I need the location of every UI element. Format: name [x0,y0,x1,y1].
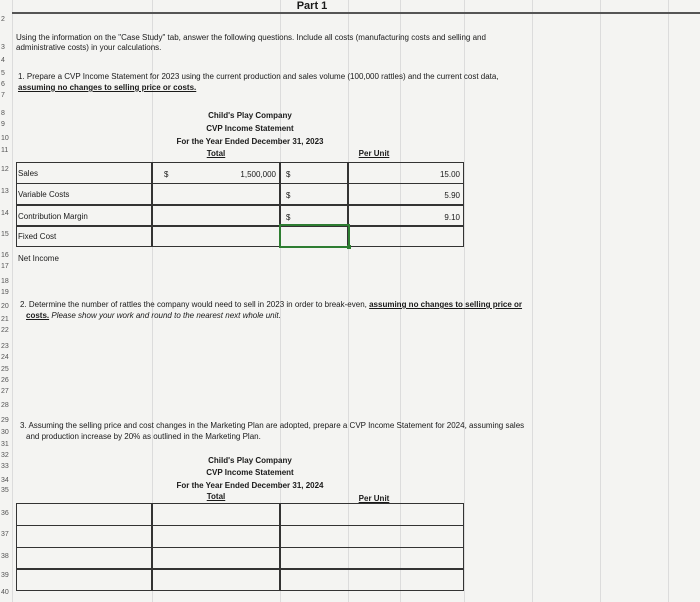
stmt2-cell[interactable] [280,568,464,591]
question-2-text: 2. Determine the number of rattles the company would need to sell in 2023 in order to break-even, [20,300,367,309]
row-number[interactable]: 3 [1,44,5,51]
row-number[interactable]: 6 [1,81,5,88]
row-number[interactable]: 39 [1,572,9,579]
row-number[interactable]: 5 [1,70,5,77]
row-number[interactable]: 36 [1,510,9,517]
stmt2-cell[interactable] [16,547,152,570]
stmt2-cell[interactable] [16,503,152,526]
intro-line-2: administrative costs) in your calculations. [16,43,162,52]
row-number[interactable]: 20 [1,303,9,310]
row-number[interactable]: 11 [1,147,9,154]
stmt2-cell[interactable] [16,525,152,548]
stmt2-col-total: Total [206,492,226,501]
stmt1-row-label: Net Income [18,254,59,263]
stmt1-cell[interactable] [152,225,280,247]
row-number[interactable]: 38 [1,553,9,560]
row-number[interactable]: 22 [1,327,9,334]
question-1-line-2: assuming no changes to selling price or costs. [18,83,197,92]
row-number[interactable]: 33 [1,463,9,470]
part-title: Part 1 [296,0,328,12]
question-2-instruction: Please show your work and round to the nearest next whole unit. [51,311,281,320]
row-number[interactable]: 4 [1,57,5,64]
stmt1-per-unit-value: 5.90 [444,191,460,200]
row-number[interactable]: 19 [1,289,9,296]
stmt2-cell[interactable] [152,525,280,548]
intro-line-1: Using the information on the "Case Study" tab, answer the following questions. Include all costs (manufacturing costs and selling and [16,33,486,42]
stmt2-period: For the Year Ended December 31, 2024 [176,481,324,490]
row-number[interactable]: 18 [1,278,9,285]
stmt1-company: Child's Play Company [208,111,292,120]
row-number[interactable]: 13 [1,188,9,195]
question-3-line-2: and production increase by 20% as outlined in the Marketing Plan. [26,432,261,441]
stmt2-cell[interactable] [152,503,280,526]
row-number[interactable]: 17 [1,263,9,270]
row-number[interactable]: 14 [1,210,9,217]
row-number[interactable]: 32 [1,452,9,459]
gridline [600,0,601,602]
gridline [532,0,533,602]
stmt2-cell[interactable] [152,568,280,591]
question-1-line-1: 1. Prepare a CVP Income Statement for 2023 using the current production and sales volume (100,000 rattles) and the current cost data, [18,72,499,81]
stmt2-col-per-unit: Per Unit [358,494,390,503]
row-number[interactable]: 27 [1,388,9,395]
stmt1-col-total: Total [206,149,226,158]
stmt1-row-label: Variable Costs [18,190,70,199]
row-number[interactable]: 23 [1,343,9,350]
stmt2-cell[interactable] [280,525,464,548]
stmt1-row-label: Contribution Margin [18,212,88,221]
row-number[interactable]: 26 [1,377,9,384]
title-border [12,12,700,14]
stmt1-cell[interactable] [16,183,152,205]
row-number[interactable]: 21 [1,316,9,323]
row-number[interactable]: 24 [1,354,9,361]
stmt1-cell[interactable] [16,225,152,247]
stmt1-per-unit-value: 9.10 [444,213,460,222]
stmt2-title: CVP Income Statement [206,468,294,477]
fill-handle[interactable] [347,245,351,249]
currency-symbol: $ [164,170,169,179]
row-number[interactable]: 2 [1,16,5,23]
stmt1-total-value: 1,500,000 [240,170,276,179]
stmt2-cell[interactable] [280,503,464,526]
row-number[interactable]: 25 [1,366,9,373]
stmt1-cell[interactable] [152,183,280,205]
stmt1-row-label: Fixed Cost [18,232,57,241]
stmt1-title: CVP Income Statement [206,124,294,133]
currency-symbol: $ [286,191,291,200]
row-number[interactable]: 16 [1,252,9,259]
stmt1-col-per-unit: Per Unit [358,149,390,158]
question-2-emphasis-2: costs. [26,311,50,320]
question-2-emphasis: assuming no changes to selling price or [369,300,523,309]
gridline [668,0,669,602]
row-number[interactable]: 28 [1,402,9,409]
stmt1-period: For the Year Ended December 31, 2023 [176,137,324,146]
currency-symbol: $ [286,170,291,179]
stmt1-cell[interactable] [152,205,280,227]
row-number[interactable]: 40 [1,589,9,596]
row-number[interactable]: 15 [1,231,9,238]
stmt2-cell[interactable] [152,547,280,570]
row-number[interactable]: 8 [1,110,5,117]
row-number[interactable]: 34 [1,477,9,484]
row-number[interactable]: 35 [1,487,9,494]
stmt1-per-unit-value: 15.00 [439,170,460,179]
question-3-line-1: 3. Assuming the selling price and cost changes in the Marketing Plan are adopted, prepare a CVP Income Statement for 2024, assuming sales [20,421,525,430]
currency-symbol: $ [286,213,291,222]
stmt2-cell[interactable] [16,568,152,591]
stmt1-cell[interactable] [16,162,152,184]
stmt1-row-label: Sales [18,169,39,178]
row-number[interactable]: 30 [1,429,9,436]
question-2-line-2 [26,311,281,320]
row-number[interactable]: 31 [1,441,9,448]
stmt1-cell[interactable] [16,205,152,227]
row-number[interactable]: 29 [1,417,9,424]
row-number[interactable]: 12 [1,166,9,173]
question-2-line-1 [20,300,522,309]
stmt2-company: Child's Play Company [208,456,292,465]
stmt1-cell[interactable] [348,225,464,247]
row-number[interactable]: 9 [1,121,5,128]
stmt2-cell[interactable] [280,547,464,570]
row-number[interactable]: 10 [1,135,9,142]
row-number[interactable]: 7 [1,92,5,99]
selected-cell[interactable] [279,224,350,248]
row-number[interactable]: 37 [1,531,9,538]
